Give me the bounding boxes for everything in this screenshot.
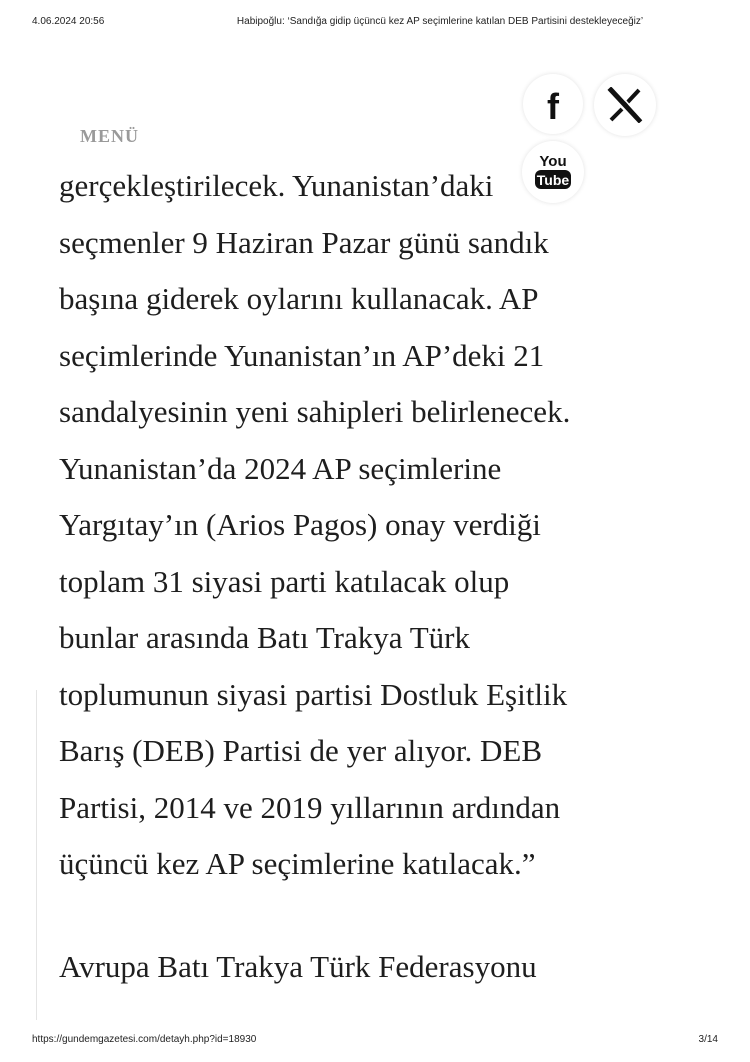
print-url: https://gundemgazetesi.com/detayh.php?id=18930 xyxy=(32,1034,257,1045)
article-body xyxy=(59,158,679,995)
print-page-title: Habipoğlu: ‘Sandığa gidip üçüncü kez AP seçimlerine katılan DEB Partisini destekleyeceğiz’ xyxy=(236,16,644,27)
facebook-icon: f xyxy=(547,86,559,127)
youtube-link[interactable] xyxy=(522,141,584,203)
print-date: 4.06.2024 20:56 xyxy=(32,16,105,27)
article-paragraph: gerçekleştirilecek. Yunanistan’daki seçmenler 9 Haziran Pazar günü sandık başına giderek oylarını kullanacak. AP seçimlerinde Yunanistan’ın AP’deki 21 sandalyesinin yeni sahipleri belirlenecek. Yunanistan’da 2024 AP seçimlerine Yargıtay’ın (Arios Pagos) onay verdiği toplam 31 siyasi parti katılacak olup bunlar arasında Batı Trakya Türk toplumunun siyasi partisi Dostluk Eşitlik Barış (DEB) Partisi de yer alıyor. DEB Partisi, 2014 ve 2019 yıllarının ardından üçüncü kez AP seçimlerine katılacak.” xyxy=(59,168,571,881)
print-header xyxy=(0,6,750,26)
left-divider xyxy=(36,690,37,1020)
print-footer xyxy=(0,1030,750,1050)
article-paragraph: Avrupa Batı Trakya Türk Federasyonu xyxy=(59,948,537,984)
youtube-icon-tube: Tube xyxy=(536,172,570,188)
print-page-number: 3/14 xyxy=(698,1034,718,1045)
facebook-link[interactable] xyxy=(523,74,583,134)
x-link[interactable] xyxy=(594,74,656,136)
youtube-icon-you: You xyxy=(539,153,567,170)
x-icon xyxy=(607,87,643,123)
menu-button[interactable]: MENÜ xyxy=(70,120,149,153)
youtube-icon xyxy=(533,151,573,193)
